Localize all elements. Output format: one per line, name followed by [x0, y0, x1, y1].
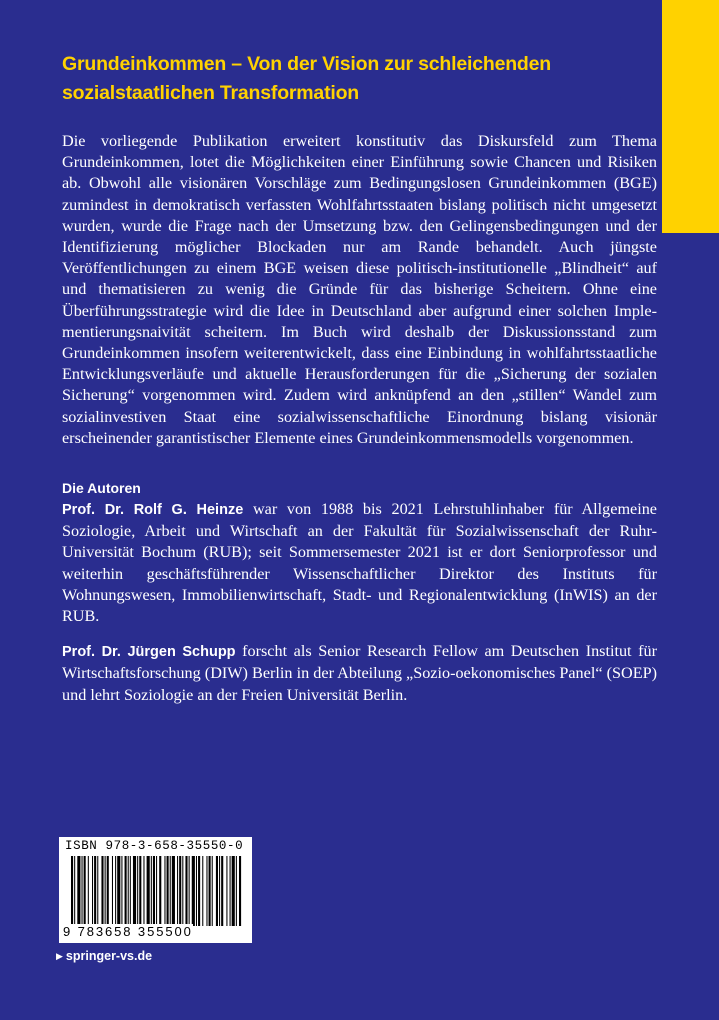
- author-name-heinze: Prof. Dr. Rolf G. Heinze: [62, 502, 244, 519]
- accent-bar: [662, 0, 719, 233]
- author-bio-heinze: [62, 499, 657, 627]
- book-title-line-1: Grundeinkommen – Von der Vision zur schleichenden: [62, 53, 552, 75]
- barcode-digits: 9 783658 355500: [63, 924, 193, 939]
- isbn-text: ISBN 978-3-658-35550-0: [65, 839, 244, 853]
- book-description: Die vorliegende Publikation erweitert konstitutiv das Diskursfeld zum Thema Grundeinkommen, lotet die Möglichkeiten einer Einführung sowie Chancen und Risiken ab. Obwohl alle visionären Vorschläge zum Bedingungslosen Grundeinkommen (BGE) zumindest in demokratisch verfassten Wohlfahrtsstaaten bislang politisch nicht umgesetzt wurden, wurde die Frage nach der Umsetzung bzw. den Gelingensbedingungen und der Identifizierung möglicher Blockaden nur am Rande behandelt. Auch jüngste Veröffentlichungen zu einem BGE weisen diese politisch-institutionelle „Blindheit“ auf und thematisieren zu wenig die Gründe für das bisherige Scheitern. Ohne eine Überführungsstrategie wird die Idee in Deutschland aber aufgrund einer solchen Implementierungsnaivität scheitern. Im Buch wird deshalb der Diskussionsstand zum Grundeinkommen insofern weiterentwickelt, dass eine Einbindung in wohlfahrtsstaatliche Entwicklungsverläufe und aktuelle Herausforderungen für die „Sicherung der sozialen Sicherung“ vorgenommen wird. Zudem wird anknüpfend an den „stillen“ Wandel zum sozialinvestiven Staat eine sozialwissenschaftliche Einordnung bislang visionär erscheinender garantistischer Elemente eines Grundeinkommensmodells vorgenommen.: [62, 132, 657, 447]
- arrow-right-icon: ▶: [56, 950, 63, 961]
- book-title: [62, 50, 657, 108]
- isbn-barcode: [59, 837, 252, 943]
- author-name-schupp: Prof. Dr. Jürgen Schupp: [62, 644, 236, 661]
- publisher-link[interactable]: [56, 949, 152, 963]
- authors-heading: Die Autoren: [62, 480, 141, 497]
- book-title-line-2: sozialstaatlichen Transformation: [62, 82, 360, 104]
- author-bio-text-schupp: forscht als Senior Research Fellow am Deutschen Institut für Wirtschaftsforschung (DIW) Berlin in der Abteilung „Sozio-oekonomisches Panel“ (SOEP) und lehrt Soziologie an der Freien Universität Berlin.: [62, 642, 658, 704]
- publisher-url: springer-vs.de: [65, 949, 153, 963]
- barcode-bars: [65, 856, 246, 932]
- back-cover-content: [62, 50, 657, 720]
- author-bio-text-heinze: war von 1988 bis 2021 Lehrstuhlinhaber für Allgemeine Soziologie, Arbeit und Wirtschaft an der Fakultät für Sozialwissenschaft der Ruhr-Universität Bochum (RUB); seit Sommersemester 2021 ist er dort Seniorprofessor und weiterhin geschäftsführender Wissenschaftlicher Direktor des Instituts für Wohnungswesen, Immobilienwirtschaft, Stadt- und Regionalentwicklung (InWIS) an der RUB.: [62, 500, 657, 626]
- author-bio-schupp: [62, 641, 657, 706]
